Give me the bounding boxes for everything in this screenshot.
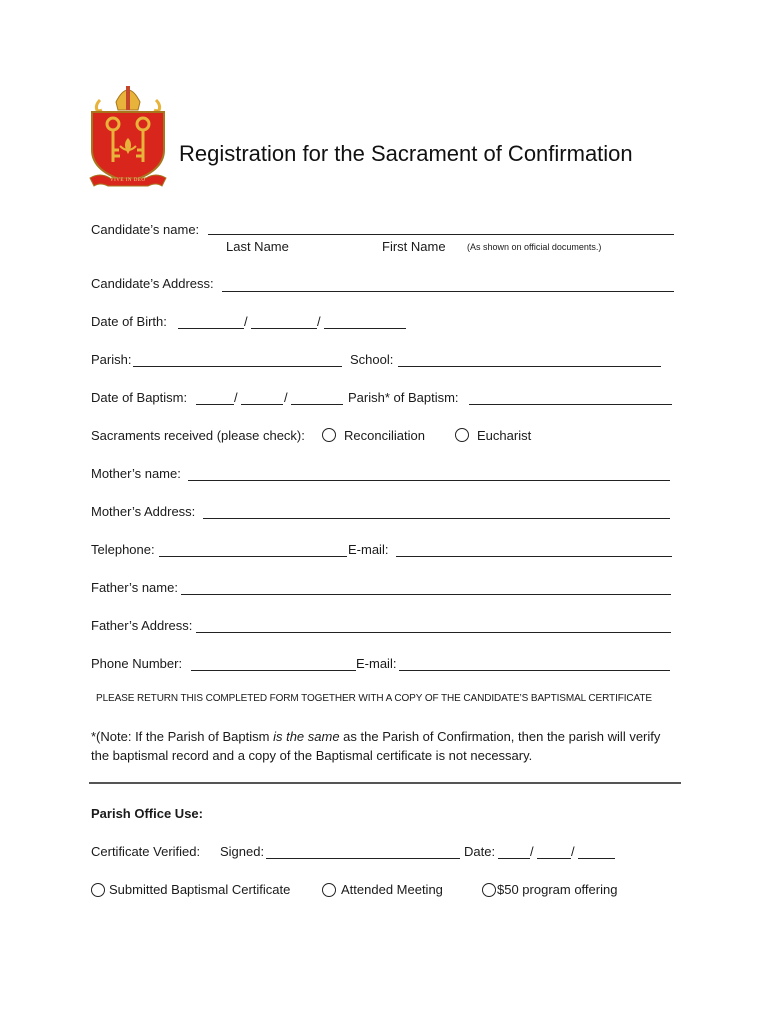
- fathers-address-label: Father’s Address:: [91, 618, 193, 633]
- telephone-label: Telephone:: [91, 542, 155, 557]
- parish-of-baptism-label: Parish* of Baptism:: [348, 390, 459, 405]
- submitted-certificate-radio[interactable]: [91, 883, 105, 897]
- candidate-name-field[interactable]: [208, 234, 674, 235]
- official-documents-note: (As shown on official documents.): [467, 242, 602, 252]
- baptism-note-text-1: *(Note: If the Parish of Baptism: [91, 729, 274, 744]
- parish-office-heading: Parish Office Use:: [91, 806, 203, 821]
- phone-number-label: Phone Number:: [91, 656, 183, 671]
- reconciliation-label: Reconciliation: [344, 428, 425, 443]
- baptism-year-field[interactable]: [291, 404, 343, 405]
- telephone-field[interactable]: [159, 556, 347, 557]
- birth-year-field[interactable]: [324, 328, 406, 329]
- eucharist-radio[interactable]: [455, 428, 469, 442]
- phone-number-field[interactable]: [191, 670, 356, 671]
- sacraments-received-label: Sacraments received (please check):: [91, 428, 305, 443]
- mothers-email-field[interactable]: [396, 556, 672, 557]
- diocese-crest: [86, 80, 170, 196]
- program-offering-radio[interactable]: [482, 883, 496, 897]
- baptism-note: [91, 727, 681, 765]
- signed-field[interactable]: [266, 858, 460, 859]
- parish-label: Parish:: [91, 352, 132, 367]
- fathers-name-field[interactable]: [181, 594, 671, 595]
- fathers-name-label: Father’s name:: [91, 580, 178, 595]
- office-date-day-field[interactable]: [537, 858, 571, 859]
- fathers-address-field[interactable]: [196, 632, 671, 633]
- mothers-email-label: E-mail:: [348, 542, 389, 557]
- certificate-verified-label: Certificate Verified:: [91, 844, 201, 859]
- birth-month-field[interactable]: [178, 328, 244, 329]
- baptism-slash-2: /: [284, 390, 288, 405]
- baptism-month-field[interactable]: [196, 404, 234, 405]
- mothers-name-label: Mother’s name:: [91, 466, 181, 481]
- reconciliation-radio[interactable]: [322, 428, 336, 442]
- return-notice: PLEASE RETURN THIS COMPLETED FORM TOGETHER WITH A COPY OF THE CANDIDATE’S BAPTISMAL CERTIFICATE: [96, 693, 652, 704]
- school-label: School:: [350, 352, 394, 367]
- submitted-certificate-label: Submitted Baptismal Certificate: [109, 882, 291, 897]
- section-divider: [89, 782, 681, 784]
- birth-day-field[interactable]: [251, 328, 317, 329]
- office-date-month-field[interactable]: [498, 858, 530, 859]
- first-name-caption: First Name: [382, 239, 446, 254]
- office-date-year-field[interactable]: [578, 858, 615, 859]
- date-of-baptism-label: Date of Baptism:: [91, 390, 188, 405]
- office-date-slash-1: /: [530, 844, 534, 859]
- fathers-email-label: E-mail:: [356, 656, 397, 671]
- last-name-caption: Last Name: [226, 239, 289, 254]
- candidate-name-label: Candidate’s name:: [91, 222, 200, 237]
- date-of-birth-label: Date of Birth:: [91, 314, 167, 329]
- mothers-address-field[interactable]: [203, 518, 670, 519]
- baptism-note-text-2: as the Parish of Confirmation, then the parish will verify the baptismal record and a copy of the Baptismal certificate is not necessary.: [91, 729, 661, 763]
- page-title: Registration for the Sacrament of Confirmation: [179, 141, 633, 166]
- signed-label: Signed:: [220, 844, 265, 859]
- attended-meeting-label: Attended Meeting: [341, 882, 443, 897]
- eucharist-label: Eucharist: [477, 428, 532, 443]
- baptism-note-emphasis: is the same: [273, 729, 340, 744]
- birth-slash-1: /: [244, 314, 248, 329]
- candidate-address-field[interactable]: [222, 291, 674, 292]
- mothers-address-label: Mother’s Address:: [91, 504, 196, 519]
- mothers-name-field[interactable]: [188, 480, 670, 481]
- parish-field[interactable]: [133, 366, 342, 367]
- school-field[interactable]: [398, 366, 661, 367]
- crest-motto: VIVE IN DEO: [110, 178, 146, 183]
- fathers-email-field[interactable]: [399, 670, 670, 671]
- office-date-label: Date:: [464, 844, 496, 859]
- birth-slash-2: /: [317, 314, 321, 329]
- attended-meeting-radio[interactable]: [322, 883, 336, 897]
- parish-of-baptism-field[interactable]: [469, 404, 672, 405]
- office-date-slash-2: /: [571, 844, 575, 859]
- baptism-day-field[interactable]: [241, 404, 283, 405]
- candidate-address-label: Candidate’s Address:: [91, 276, 214, 291]
- baptism-slash-1: /: [234, 390, 238, 405]
- program-offering-label: $50 program offering: [497, 882, 618, 897]
